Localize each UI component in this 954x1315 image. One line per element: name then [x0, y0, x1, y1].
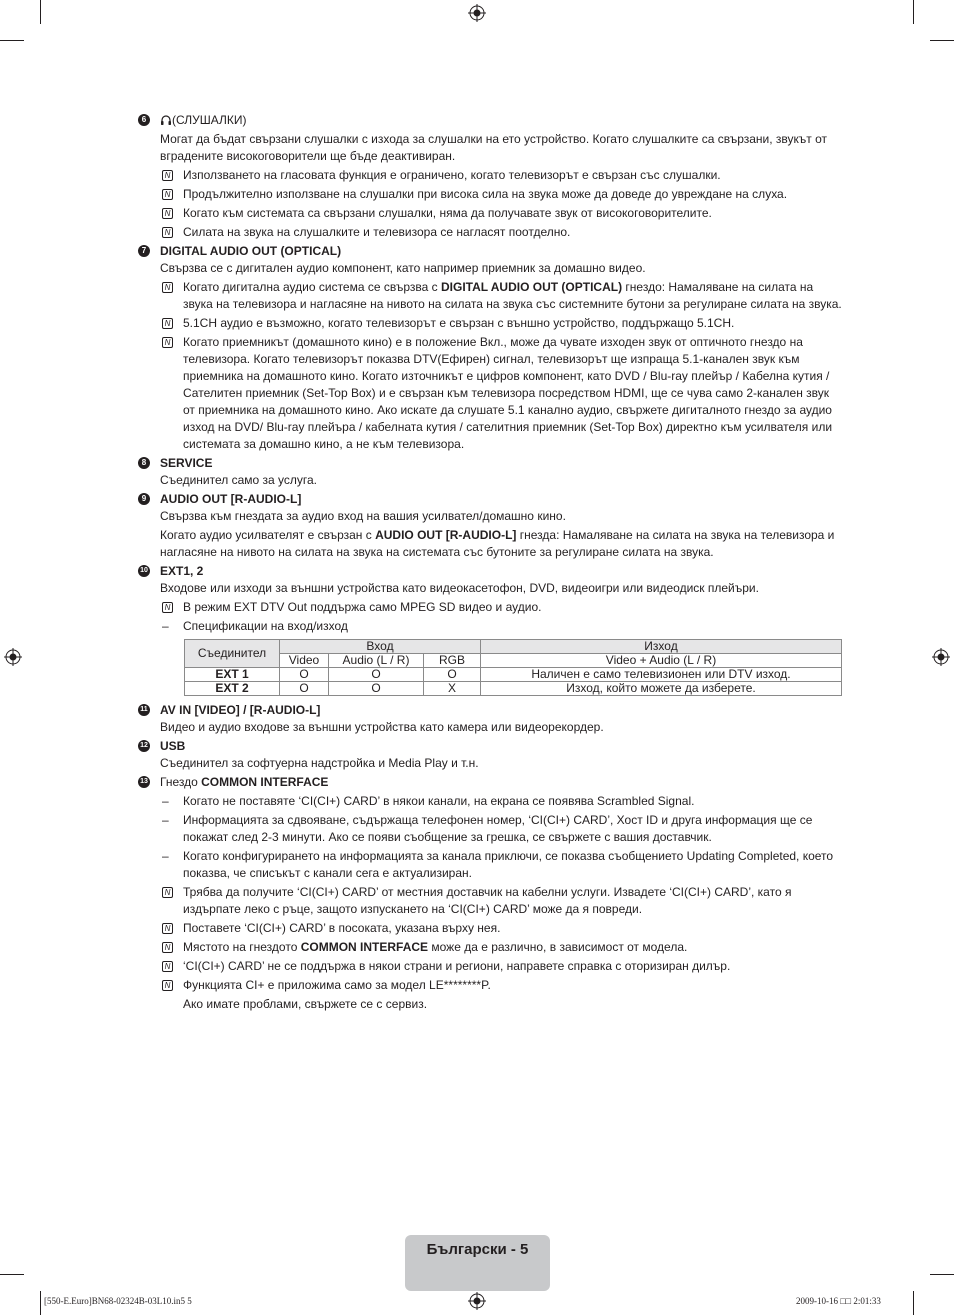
- note-icon: N: [162, 602, 173, 613]
- note-icon: N: [162, 282, 173, 293]
- section-ext: [138, 563, 844, 580]
- section-desc: Когато аудио усилвателят е свързан с AUDIO OUT [R-AUDIO-L] гнезда: Намаляване на силата на звука на телевизора и нагласяне на нивото на силата на звука на системата със бутоните за регулиране силата на звука.: [160, 528, 835, 559]
- note-icon: N: [162, 227, 173, 238]
- page-content: [138, 110, 844, 1013]
- crop-mark: [930, 40, 954, 41]
- note-tail: Ако имате проблами, свържете се с сервиз.: [183, 997, 428, 1011]
- note-item: N Когато към системата са свързани слушалки, няма да получавате звук от високоговорителите.: [138, 205, 844, 222]
- section-title: COMMON INTERFACE: [201, 775, 329, 789]
- registration-mark-icon: [4, 648, 22, 666]
- section-audio-out: [138, 491, 844, 508]
- section-desc: Свързва се с дигитален аудио компонент, като например приемник за домашно видео.: [160, 261, 646, 275]
- note-icon: N: [162, 337, 173, 348]
- io-spec-table: [184, 639, 842, 696]
- section-usb: [138, 738, 844, 755]
- section-service: [138, 455, 844, 472]
- note-item: N Използването на гласовата функция е ограничено, когато телевизорът е свързан със слушалки.: [138, 167, 844, 184]
- note-icon: N: [162, 961, 173, 972]
- section-desc: Съединител само за услуга.: [160, 473, 318, 487]
- table-header: Изход: [481, 640, 842, 654]
- note-item: N 5.1CH аудио е възможно, когато телевизорът е свързан с външно устройство, поддържащо 5.1CH.: [138, 315, 844, 332]
- section-title: DIGITAL AUDIO OUT (OPTICAL): [160, 244, 342, 258]
- table-row: EXT 2 O O X Изход, който можете да изберете.: [185, 682, 842, 696]
- note-item: N Функцията CI+ е приложима само за модел LE********P.: [138, 977, 844, 994]
- section-title: EXT1, 2: [160, 564, 204, 578]
- registration-mark-icon: [468, 4, 486, 22]
- table-header: Вход: [280, 640, 481, 654]
- section-number: 8: [138, 457, 150, 469]
- crop-mark: [40, 0, 41, 24]
- table-header: Audio (L / R): [329, 654, 424, 668]
- dash-item: – Спецификации на вход/изход: [162, 619, 348, 633]
- dash-item: – Информацията за сдвояване, съдържаща телефонен номер, ‘CI(CI+) CARD’, Хост ID и друга информация ще се покажат след 2-3 минути. Ако се появи съобщение за грешка, се свържете с вашия доставчик.: [162, 813, 813, 844]
- note-item: N Поставете ‘CI(CI+) CARD’ в посоката, указана върху нея.: [138, 920, 844, 937]
- note-item: N Мястото на гнездото COMMON INTERFACE може да е различно, в зависимост от модела.: [138, 939, 844, 956]
- footer-right: 2009-10-16 □□ 2:01:33: [796, 1296, 881, 1306]
- section-av-in: [138, 702, 844, 719]
- table-row: EXT 1 O O O Наличен е само телевизионен или DTV изход.: [185, 668, 842, 682]
- note-icon: N: [162, 318, 173, 329]
- section-digital-audio-out: [138, 243, 844, 260]
- section-number: 12: [138, 740, 150, 752]
- section-title: (СЛУШАЛКИ): [172, 113, 247, 127]
- page-number: Български - 5: [426, 1241, 529, 1258]
- crop-mark: [40, 1291, 41, 1315]
- section-desc: Входове или изходи за външни устройства като видеокасетофон, DVD, видеоигри или видеодиск плейъри.: [160, 581, 759, 595]
- note-icon: N: [162, 170, 173, 181]
- table-header: Video: [280, 654, 329, 668]
- crop-mark: [930, 1274, 954, 1275]
- note-item: N Силата на звука на слушалките и телевизора се нагласят поотделно.: [138, 224, 844, 241]
- section-number: 7: [138, 245, 150, 257]
- section-title: AV IN [VIDEO] / [R-AUDIO-L]: [160, 703, 321, 717]
- section-desc: Свързва към гнездата за аудио вход на вашия усилвател/домашно кино.: [160, 509, 566, 523]
- note-icon: N: [162, 887, 173, 898]
- section-title: Гнездо: [160, 775, 202, 789]
- table-header: Съединител: [185, 640, 280, 668]
- footer-left: [550-E.Euro]BN68-02324B-03L10.in5 5: [44, 1296, 192, 1306]
- note-icon: N: [162, 942, 173, 953]
- section-number: 9: [138, 493, 150, 505]
- dash-item: – Когато конфигурирането на информацията за канала приключи, се показва съобщението Updating Completed, което показва, че списъкът с канали сега е актуализиран.: [162, 849, 834, 880]
- section-desc: Могат да бъдат свързани слушалки с изхода за слушалки на ето устройство. Когато слушалките са свързани, звукът от вградените високоговорители ще бъде деактивиран.: [160, 132, 828, 163]
- table-header: RGB: [424, 654, 481, 668]
- crop-mark: [913, 1291, 914, 1315]
- section-number: 10: [138, 565, 150, 577]
- section-number: 6: [138, 114, 150, 126]
- section-title: AUDIO OUT [R-AUDIO-L]: [160, 492, 302, 506]
- note-icon: N: [162, 189, 173, 200]
- note-item: N Продължително използване на слушалки при висока сила на звука може да доведе до увреждане на слуха.: [138, 186, 844, 203]
- note-icon: N: [162, 980, 173, 991]
- dash-item: – Когато не поставяте ‘CI(CI+) CARD’ в някои канали, на екрана се появява Scrambled Signal.: [162, 794, 695, 808]
- section-number: 13: [138, 776, 150, 788]
- note-item: N Когато дигитална аудио система се свързва с DIGITAL AUDIO OUT (OPTICAL) гнездо: Намаляване на силата на звука на телевизора и нагласяне на нивото на силата на звука със системните бутони за регулиране силата на звука.: [138, 279, 844, 313]
- note-item: N Трябва да получите ‘CI(CI+) CARD’ от местния доставчик на кабелни услуги. Извадете ‘CI(CI+) CARD’, като я издърпате леко с ръце, защото изпускането на ‘CI(CI+) CARD’ може да я повреди.: [138, 884, 844, 918]
- note-item: N Когато приемникът (домашното кино) е в положение Вкл., може да чувате изходен звук от оптичното гнездо на телевизора. Когато телевизорът показва DTV(Ефирен) сигнал, телевизорът ще изпраща 5.1-канален звук към приемника на домашното кино. Когато източникът е цифров компонент, като DVD / Blu-ray плейър / Кабелна кутия / Сателитен приемник (Set-Top Box) и е свързан към телевизора посредством HDMI, ще се чува само 2-канален звук от приемника на домашното кино. Ако искате да слушате 5.1 канално аудио, свържете дигиталното гнездо за аудио изход на DVD/ Blu-ray плейъра / кабелната кутия / сателитния приемник (Set-Top Box) директно към усилвателя или системата за домашно кино, а не към телевизора.: [138, 334, 844, 453]
- section-title: USB: [160, 739, 186, 753]
- crop-mark: [913, 0, 914, 24]
- note-icon: N: [162, 923, 173, 934]
- note-item: N В режим EXT DTV Out поддържа само MPEG SD видео и аудио.: [138, 599, 844, 616]
- section-common-interface: [138, 774, 844, 791]
- section-number: 11: [138, 704, 150, 716]
- section-title: SERVICE: [160, 456, 213, 470]
- page-number-tab: [405, 1235, 550, 1291]
- section-desc: Видео и аудио входове за външни устройства като камера или видеорекордер.: [160, 720, 604, 734]
- note-item: N ‘CI(CI+) CARD’ не се поддържа в някои страни и региони, направете справка с оторизиран дилър.: [138, 958, 844, 975]
- section-headphones: [138, 112, 844, 131]
- table-header: Video + Audio (L / R): [481, 654, 842, 668]
- note-icon: N: [162, 208, 173, 219]
- crop-mark: [0, 40, 24, 41]
- registration-mark-icon: [932, 648, 950, 666]
- section-desc: Съединител за софтуерна надстройка и Media Play и т.н.: [160, 756, 479, 770]
- headphones-icon: [160, 114, 172, 131]
- registration-mark-icon: [468, 1292, 486, 1310]
- crop-mark: [0, 1274, 24, 1275]
